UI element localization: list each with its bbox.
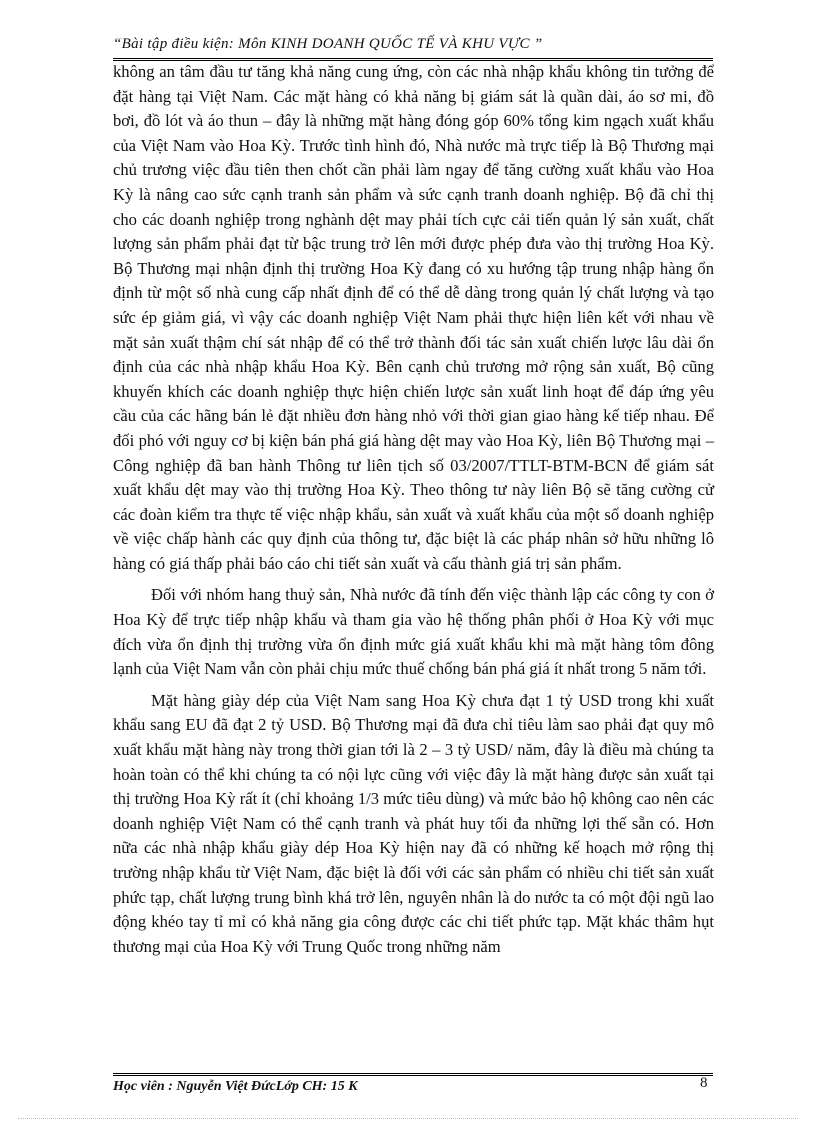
- page-number: 8: [700, 1075, 708, 1091]
- footer-author: Học viên : Nguyễn Việt ĐứcLớp CH: 15 K: [113, 1079, 358, 1094]
- page-bottom-dotted-line: [18, 1118, 798, 1119]
- paragraph-seafood-policy: Đối với nhóm hang thuỷ sản, Nhà nước đã tính đến việc thành lập các công ty con ở Hoa Kỳ để trực tiếp nhập khẩu và tham gia vào hệ thống phân phối ở Hoa Kỳ với mục đích vừa ổn định thị trường vừa ổn định mức giá xuất khẩu khi mà mặt hàng tôm đông lạnh của Việt Nam vẫn còn phải chịu mức thuế chống bán phá giá ít nhất trong 5 năm tới.: [113, 585, 714, 679]
- footer-divider: [113, 1073, 713, 1076]
- paragraph-footwear-policy: Mặt hàng giày dép của Việt Nam sang Hoa Kỳ chưa đạt 1 tỷ USD trong khi xuất khẩu sang EU đã đạt 2 tỷ USD. Bộ Thương mại đã đưa chỉ tiêu làm sao phải đạt quy mô xuất khẩu mặt hàng này trong thời gian tới là 2 – 3 tỷ USD/ năm, đây là điều mà chúng ta hoàn toàn có thể khi chúng ta có nội lực cũng với việc đây là mặt hàng được sản xuất tại thị trường Hoa Kỳ rất ít (chỉ khoảng 1/3 mức tiêu dùng) và mức bảo hộ không cao nên các doanh nghiệp Việt Nam có thể cạnh tranh và phát huy tối đa những lợi thế sẵn có. Hơn nữa các nhà nhập khẩu giày dép Hoa Kỳ hiện nay đã có những kế hoạch mở rộng thị trường nhập khẩu từ Việt Nam, đặc biệt là đối với các sản phẩm có nhiều chi tiết sản xuất phức tạp, chất lượng trung bình khá trở lên, nguyên nhân là do nước ta có một đội ngũ lao động khéo tay tỉ mỉ có khả năng gia công được các chi tiết phức tạp. Mặt khác thâm hụt thương mại của Hoa Kỳ với Trung Quốc trong những năm: [113, 690, 714, 956]
- document-body: [113, 60, 714, 959]
- paragraph-textile-policy: không an tâm đầu tư tăng khả năng cung ứng, còn các nhà nhập khẩu không tin tưởng để đặt hàng tại Việt Nam. Các mặt hàng có khả năng bị giám sát là quần dài, áo sơ mi, đồ bơi, đồ lót và áo thun – đây là những mặt hàng đóng góp 60% tổng kim ngạch xuất khẩu của Việt Nam vào Hoa Kỳ. Trước tình hình đó, Nhà nước mà trực tiếp là Bộ Thương mại chủ trương việc đầu tiên then chốt cần phải làm ngay để tăng cường xuất khẩu vào Hoa Kỳ là nâng cao sức cạnh tranh sản phẩm và sức cạnh tranh doanh nghiệp. Bộ đã chỉ thị cho các doanh nghiệp trong nghành dệt may phải tích cực cải tiến quản lý sản xuất, chất lượng sản phẩm phải đạt từ bậc trung trở lên mới được phép đưa vào thị trường Hoa Kỳ. Bộ Thương mại nhận định thị trường Hoa Kỳ đang có xu hướng tập trung nhập hàng ổn định từ một số nhà cung cấp nhất định để có thể dễ dàng trong quản lý chất lượng và tạo sức ép giảm giá, vì vậy các doanh nghiệp Việt Nam phải thực hiện liên kết với nhau về mặt sản xuất thậm chí sát nhập để có thể trở thành đối tác sản xuất chiến lược lâu dài ổn định của các nhà nhập khẩu Hoa Kỳ. Bên cạnh chủ trương mở rộng sản xuất, Bộ cũng khuyến khích các doanh nghiệp thực hiện chiến lược sản xuất linh hoạt để đáp ứng yêu cầu của các hãng bán lẻ đặt nhiều đơn hàng nhỏ với thời gian giao hàng kế tiếp nhau. Để đối phó với nguy cơ bị kiện bán phá giá hàng dệt may vào Hoa Kỳ, liên Bộ Thương mại – Công nghiệp đã ban hành Thông tư liên tịch số 03/2007/TTLT-BTM-BCN để giám sát xuất khẩu dệt may vào thị trường Hoa Kỳ. Theo thông tư này liên Bộ sẽ tăng cường cử các đoàn kiểm tra thực tế việc nhập khẩu, sản xuất và xuất khẩu của một số doanh nghiệp về việc chấp hành các quy định của thông tư, đặc biệt là các pháp nhân sở hữu những lô hàng có giá thấp phải báo cáo chi tiết sản xuất và cấu thành giá trị sản phẩm.: [113, 62, 714, 573]
- page-header-title: “Bài tập điều kiện: Môn KINH DOANH QUỐC TẾ VÀ KHU VỰC ”: [113, 36, 543, 52]
